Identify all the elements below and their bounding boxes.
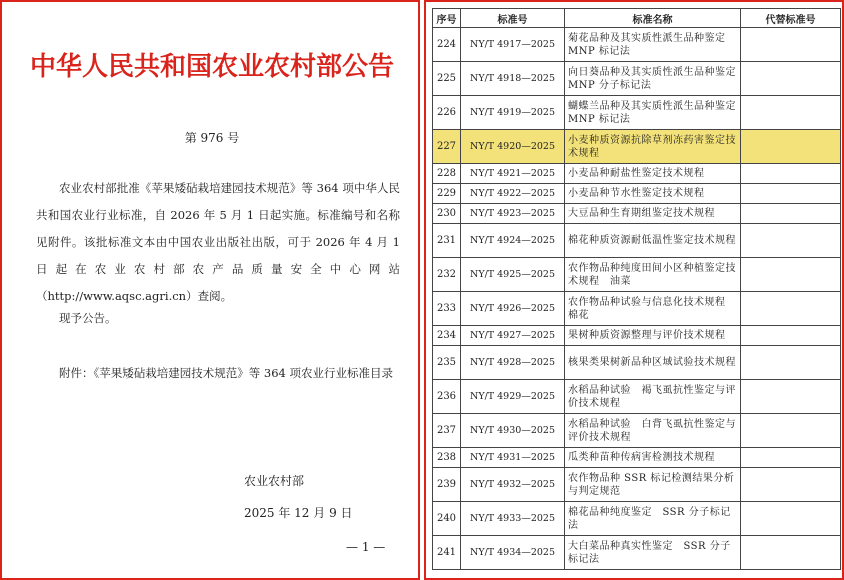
cell-replaces [741,536,841,570]
cell-name: 小麦品种节水性鉴定技术规程 [565,184,741,204]
cell-seq: 229 [433,184,461,204]
issuer-name: 农业农村部 [244,474,305,488]
header-replaces: 代替标准号 [741,9,841,28]
cell-code: NY/T 4921—2025 [461,164,565,184]
cell-code: NY/T 4925—2025 [461,258,565,292]
cell-seq: 224 [433,28,461,62]
cell-replaces [741,292,841,326]
cell-name: 农作物品种纯度田间小区种植鉴定技术规程 油菜 [565,258,741,292]
cell-replaces [741,346,841,380]
cell-seq: 239 [433,468,461,502]
announcement-number: 第 976 号 [184,131,240,145]
cell-name: 小麦品种耐盐性鉴定技术规程 [565,164,741,184]
cell-seq: 238 [433,448,461,468]
table-row [433,468,841,502]
cell-code: NY/T 4920—2025 [461,130,565,164]
announcement-closing: 现予公告。 [59,311,117,325]
cell-seq: 235 [433,346,461,380]
cell-seq: 231 [433,224,461,258]
cell-code: NY/T 4922—2025 [461,184,565,204]
cell-name: 农作物品种 SSR 标记检测结果分析与判定规范 [565,468,741,502]
cell-seq: 226 [433,96,461,130]
header-seq: 序号 [433,9,461,28]
cell-replaces [741,258,841,292]
cell-code: NY/T 4930—2025 [461,414,565,448]
table-row [433,62,841,96]
table-row [433,28,841,62]
cell-replaces [741,448,841,468]
cell-replaces [741,224,841,258]
cell-name: 蝴蝶兰品种及其实质性派生品种鉴定 MNP 标记法 [565,96,741,130]
cell-name: 棉花品种纯度鉴定 SSR 分子标记法 [565,502,741,536]
announcement-attachment: 附件：《苹果矮砧栽培建园技术规范》等 364 项农业行业标准目录 [59,366,394,380]
cell-seq: 236 [433,380,461,414]
table-row [433,448,841,468]
announcement-body: 农业农村部批准《苹果矮砧栽培建园技术规范》等 364 项中华人民共和国农业行业标准，自 2026 年 5 月 1 日起实施。标准编号和名称见附件。该批标准文本由中国农业出版社出版，可于 2026 年 4 月 1 日起在农业农村部农产品质量安全中心网站（http://www.aqsc.agri.cn）查阅。 [36,181,400,303]
cell-code: NY/T 4924—2025 [461,224,565,258]
cell-seq: 233 [433,292,461,326]
cell-code: NY/T 4933—2025 [461,502,565,536]
cell-seq: 237 [433,414,461,448]
cell-replaces [741,380,841,414]
table-row [433,414,841,448]
cell-name: 瓜类种苗种传病害检测技术规程 [565,448,741,468]
cell-name: 大豆品种生育期组鉴定技术规程 [565,204,741,224]
table-row [433,204,841,224]
standards-list-page [424,0,844,580]
cell-replaces [741,326,841,346]
announcement-page [0,0,420,580]
table-row [433,224,841,258]
header-code: 标准号 [461,9,565,28]
cell-replaces [741,414,841,448]
standards-table [432,8,841,570]
cell-code: NY/T 4919—2025 [461,96,565,130]
cell-code: NY/T 4923—2025 [461,204,565,224]
cell-replaces [741,62,841,96]
cell-name: 水稻品种试验 褐飞虱抗性鉴定与评价技术规程 [565,380,741,414]
cell-name: 棉花种质资源耐低温性鉴定技术规程 [565,224,741,258]
issue-date: 2025 年 12 月 9 日 [244,506,353,520]
cell-name: 向日葵品种及其实质性派生品种鉴定 MNP 分子标记法 [565,62,741,96]
cell-code: NY/T 4917—2025 [461,28,565,62]
header-name: 标准名称 [565,9,741,28]
table-row [433,258,841,292]
table-row [433,536,841,570]
page-number: — 1 — [346,540,386,554]
cell-replaces [741,468,841,502]
cell-replaces [741,130,841,164]
cell-seq: 228 [433,164,461,184]
cell-replaces [741,502,841,536]
table-row [433,292,841,326]
table-body [433,28,841,570]
announcement-title: 中华人民共和国农业农村部公告 [29,52,394,82]
table-header-row [433,9,841,28]
cell-seq: 232 [433,258,461,292]
cell-seq: 241 [433,536,461,570]
cell-code: NY/T 4926—2025 [461,292,565,326]
table-row [433,502,841,536]
cell-name: 农作物品种试验与信息化技术规程 棉花 [565,292,741,326]
cell-code: NY/T 4928—2025 [461,346,565,380]
cell-code: NY/T 4934—2025 [461,536,565,570]
table-row [433,164,841,184]
cell-replaces [741,184,841,204]
cell-replaces [741,164,841,184]
cell-name: 大白菜品种真实性鉴定 SSR 分子标记法 [565,536,741,570]
cell-replaces [741,96,841,130]
cell-code: NY/T 4918—2025 [461,62,565,96]
table-row [433,326,841,346]
cell-seq: 225 [433,62,461,96]
cell-replaces [741,28,841,62]
cell-replaces [741,204,841,224]
table-row [433,96,841,130]
table-row [433,184,841,204]
cell-code: NY/T 4927—2025 [461,326,565,346]
table-row [433,130,841,164]
cell-code: NY/T 4931—2025 [461,448,565,468]
table-row [433,380,841,414]
cell-seq: 240 [433,502,461,536]
cell-name: 核果类果树新品种区域试验技术规程 [565,346,741,380]
cell-seq: 230 [433,204,461,224]
cell-seq: 227 [433,130,461,164]
cell-name: 水稻品种试验 白背飞虱抗性鉴定与评价技术规程 [565,414,741,448]
table-row [433,346,841,380]
cell-seq: 234 [433,326,461,346]
cell-name: 果树种质资源整理与评价技术规程 [565,326,741,346]
cell-code: NY/T 4929—2025 [461,380,565,414]
cell-code: NY/T 4932—2025 [461,468,565,502]
cell-name: 菊花品种及其实质性派生品种鉴定 MNP 标记法 [565,28,741,62]
cell-name: 小麦种质资源抗除草剂冻药害鉴定技术规程 [565,130,741,164]
